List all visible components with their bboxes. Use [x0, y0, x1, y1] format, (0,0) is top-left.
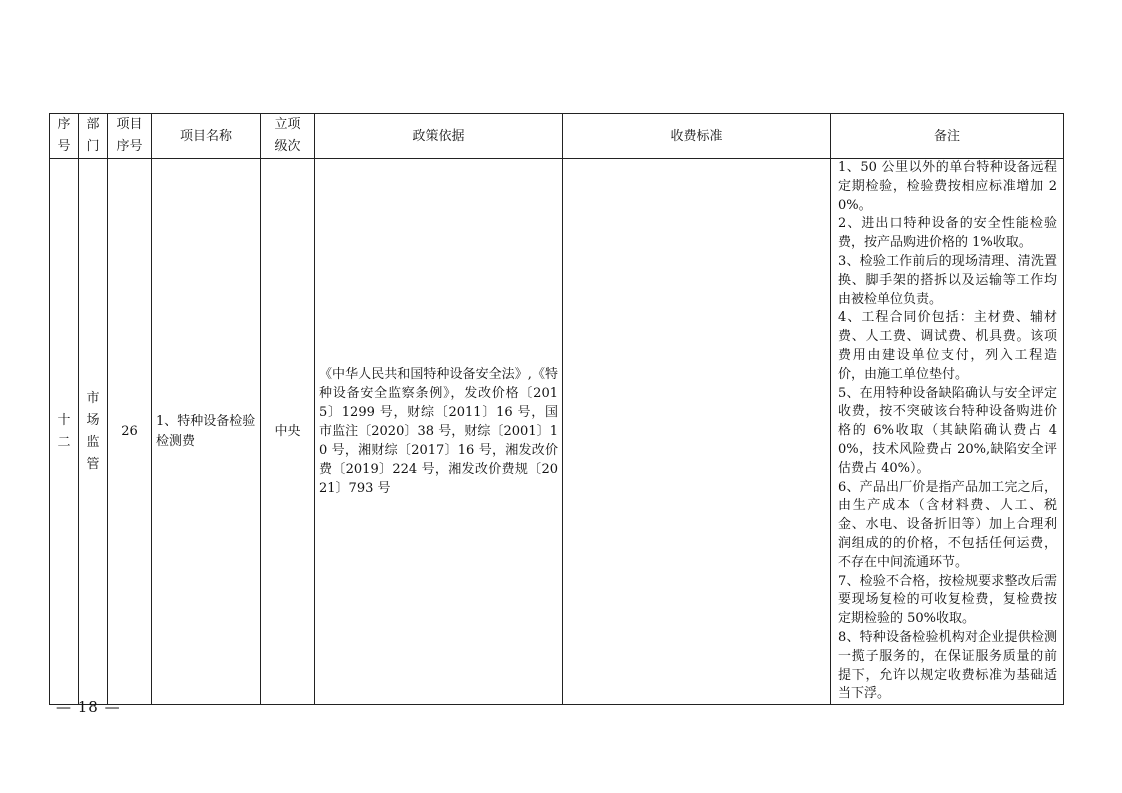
header-department: 部 门 — [79, 114, 108, 159]
item-name-text: 1、特种设备检验检测费 — [156, 413, 256, 449]
remark-item: 5、在用特种设备缺陷确认与安全评定收费，按不突破该台特种设备购进价格的 6%收取（其缺陷确认费占 40%，技术风险费占 20%,缺陷安全评估费占 40%）。 — [838, 385, 1057, 476]
fee-schedule-table — [49, 113, 1064, 705]
page-number: — 18 — — [56, 698, 121, 716]
remark-item: 7、检验不合格，按检规要求整改后需要现场复检的可收复检费，复检费按定期检验的 50%收取。 — [838, 573, 1057, 627]
cell-item-name — [152, 159, 261, 705]
cell-item-no: 26 — [108, 159, 152, 705]
header-remarks: 备注 — [831, 114, 1064, 159]
cell-policy-basis — [315, 159, 563, 705]
cell-fee-standard — [563, 159, 831, 705]
remarks-list — [831, 159, 1063, 704]
cell-level: 中央 — [261, 159, 315, 705]
policy-basis-text: 《中华人民共和国特种设备安全法》,《特种设备安全监察条例》，发改价格〔2015〕1299 号，财综〔2011〕16 号，国市监注〔2020〕38 号，财综〔2001〕10 号，湘财综〔2017〕16 号，湘发改价费〔2019〕224 号，湘发改价费规〔2021〕793 号 — [319, 367, 558, 497]
header-policy-basis: 政策依据 — [315, 114, 563, 159]
cell-department: 市 场 监 管 — [79, 159, 108, 705]
header-row — [50, 114, 1064, 159]
cell-index: 十 二 — [50, 159, 79, 705]
remark-item: 1、50 公里以外的单台特种设备远程定期检验，检验费按相应标准增加 20%。 — [838, 160, 1057, 213]
remark-item: 8、特种设备检验机构对企业提供检测一揽子服务的，在保证服务质量的前提下，允许以规定收费标准为基础适当下浮。 — [838, 629, 1057, 702]
header-fee-standard: 收费标准 — [563, 114, 831, 159]
header-item-no: 项目 序号 — [108, 114, 152, 159]
header-item-name: 项目名称 — [152, 114, 261, 159]
cell-remarks — [831, 159, 1064, 705]
table-row — [50, 159, 1064, 705]
remark-item: 2、进出口特种设备的安全性能检验费，按产品购进价格的 1%收取。 — [838, 216, 1057, 251]
remark-item: 3、检验工作前后的现场清理、清洗置换、脚手架的搭拆以及运输等工作均由被检单位负责。 — [838, 253, 1057, 307]
remark-item: 4、工程合同价包括：主材费、辅材费、人工费、调试费、机具费。该项费用由建设单位支付，列入工程造价，由施工单位垫付。 — [838, 310, 1057, 382]
header-level: 立项 级次 — [261, 114, 315, 159]
remark-item: 6、产品出厂价是指产品加工完之后，由生产成本（含材料费、人工、税金、水电、设备折旧等）加上合理利润组成的的价格，不包括任何运费，不存在中间流通环节。 — [838, 479, 1057, 570]
header-index: 序 号 — [50, 114, 79, 159]
